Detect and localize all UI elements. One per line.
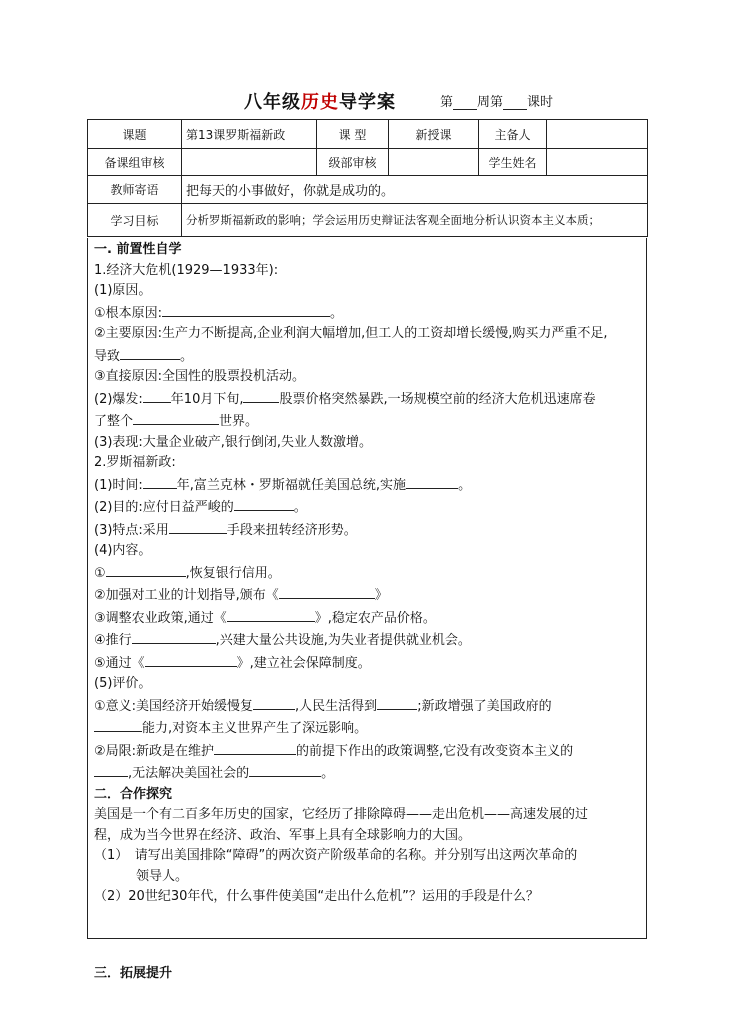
title-highlight: 历史: [301, 92, 339, 113]
table-row: [88, 204, 648, 237]
text-line: 2.罗斯福新政:: [94, 455, 176, 470]
text: 年10月下旬,: [170, 391, 244, 407]
text: ;新政增强了美国政府的: [417, 698, 552, 714]
week-text: 周第: [477, 95, 504, 110]
section-title: 三．拓展提升: [94, 965, 173, 981]
answer-blank[interactable]: [106, 562, 186, 577]
table-row: [88, 149, 648, 176]
text-line: (1)原因。: [94, 283, 152, 298]
text-line: [94, 652, 642, 675]
answer-space[interactable]: [94, 908, 642, 964]
text: ③调整农业政策,通过《: [94, 610, 227, 626]
teacher-message: 把每天的小事做好，你就是成功的。: [182, 176, 648, 204]
text: (1)时间:: [94, 477, 143, 493]
label-cell: 课题: [88, 120, 182, 149]
value-cell: 新授课: [389, 120, 479, 149]
text: ,无法解决美国社会的: [128, 766, 250, 781]
text: 。: [293, 500, 307, 515]
text: ①意义:美国经济开始缓慢复: [94, 698, 254, 714]
table-row: [88, 120, 648, 149]
answer-blank[interactable]: [143, 474, 177, 489]
text-line: 美国是一个有二百多年历史的国家，它经历了排除障碍——走出危机——高速发展的过: [94, 807, 589, 822]
question-line: （2）20世纪30年代，什么事件使美国“走出什么危机”？运用的手段是什么？: [94, 889, 539, 904]
text-line: [94, 584, 642, 607]
label-cell: 备课组审核: [88, 149, 182, 176]
text-line: [94, 496, 642, 519]
text: ①根本原因:: [94, 305, 163, 321]
text-line: [94, 302, 642, 325]
answer-blank[interactable]: [133, 410, 219, 425]
answer-blank[interactable]: [234, 496, 294, 511]
text-line: [94, 740, 642, 763]
text: 》,建立社会保障制度。: [236, 655, 371, 671]
text: 手段来扭转经济形势。: [226, 522, 357, 538]
week-text: 第: [440, 95, 454, 110]
text-line: ③直接原因:全国性的股票投机活动。: [94, 369, 306, 384]
text-line: [94, 345, 642, 368]
text: ①: [94, 565, 106, 581]
answer-blank[interactable]: [243, 388, 279, 403]
learning-goal: 分析罗斯福新政的影响；学会运用历史辩证法客观全面地分析认识资本主义本质；: [182, 204, 648, 237]
week-lesson-label: [440, 91, 553, 110]
text: 股票价格突然暴跌,一场规模空前的经济大危机迅速席卷: [279, 391, 596, 407]
text-line: [94, 762, 642, 785]
main-content-box: [87, 238, 647, 981]
answer-blank[interactable]: [162, 302, 330, 317]
label-cell: 课 型: [317, 120, 389, 149]
page-title: [244, 88, 396, 114]
answer-blank[interactable]: [94, 717, 142, 732]
answer-blank[interactable]: [132, 629, 216, 644]
text-line: (3)表现:大量企业破产,银行倒闭,失业人数激增。: [94, 434, 373, 450]
text: 了整个: [94, 414, 134, 429]
question-line: 领导人。: [136, 868, 189, 884]
lesson-blank: [503, 97, 527, 110]
answer-blank[interactable]: [143, 388, 171, 403]
text-line: [94, 388, 642, 411]
text: (2)爆发:: [94, 391, 143, 407]
text-line: [94, 410, 642, 433]
answer-blank[interactable]: [377, 695, 417, 710]
text: 能力,对资本主义世界产生了深远影响。: [142, 721, 368, 736]
text: 年,富兰克林・罗斯福就任美国总统,实施: [176, 477, 407, 493]
text: 世界。: [219, 414, 259, 429]
text: 。: [321, 766, 335, 781]
value-cell[interactable]: [182, 149, 317, 176]
text: 。: [458, 477, 472, 493]
text: 》,稳定农产品价格。: [314, 610, 436, 626]
text-line: (5)评价。: [94, 676, 152, 691]
answer-blank[interactable]: [169, 519, 227, 534]
label-cell: 级部审核: [317, 149, 389, 176]
text: ④推行: [94, 633, 132, 648]
text: 导致: [94, 348, 121, 364]
text-line: [94, 607, 642, 630]
answer-blank[interactable]: [145, 652, 237, 667]
text-line: [94, 717, 642, 740]
text: (3)特点:采用: [94, 522, 169, 538]
value-cell: 第13课罗斯福新政: [182, 120, 317, 149]
text-line: 1.经济大危机(1929—1933年):: [94, 262, 279, 278]
text: ⑤通过《: [94, 655, 145, 671]
text: 。: [180, 348, 194, 364]
worksheet-content: [94, 240, 642, 984]
label-cell: 学生姓名: [479, 149, 547, 176]
answer-blank[interactable]: [120, 345, 180, 360]
text-line: 程，成为当今世界在经济、政治、军事上具有全球影响力的大国。: [94, 827, 472, 843]
text: ,人民生活得到: [295, 698, 378, 714]
answer-blank[interactable]: [94, 762, 128, 777]
text: ,兴建大量公共设施,为失业者提供就业机会。: [215, 633, 471, 648]
text-line: [94, 519, 642, 542]
answer-blank[interactable]: [279, 584, 375, 599]
text: ②局限:新政是在维护: [94, 743, 215, 759]
value-cell[interactable]: [389, 149, 479, 176]
label-cell: 学习目标: [88, 204, 182, 237]
answer-blank[interactable]: [406, 474, 458, 489]
question-line: （1） 请写出美国排除“障碍”的两次资产阶级革命的名称。并分别写出这两次革命的: [94, 848, 578, 863]
text-line: [94, 695, 642, 718]
week-text: 课时: [527, 95, 554, 110]
value-cell[interactable]: [547, 120, 648, 149]
label-cell: 主备人: [479, 120, 547, 149]
text: ,恢复银行信用。: [185, 565, 281, 581]
page-header: [0, 88, 744, 112]
info-table: [87, 119, 648, 237]
text: 》: [374, 588, 388, 603]
text: 。: [330, 305, 344, 321]
table-row: [88, 176, 648, 204]
section-title: 二．合作探究: [94, 786, 173, 802]
value-cell[interactable]: [547, 149, 648, 176]
title-part: 导学案: [339, 92, 396, 113]
answer-blank[interactable]: [227, 607, 315, 622]
answer-blank[interactable]: [214, 740, 296, 755]
section-title: 一. 前置性自学: [94, 242, 182, 257]
text: 的前提下作出的政策调整,它没有改变资本主义的: [296, 743, 574, 759]
answer-blank[interactable]: [249, 762, 321, 777]
label-cell: 教师寄语: [88, 176, 182, 204]
text: (2)目的:应付日益严峻的: [94, 500, 234, 515]
text-line: [94, 562, 642, 585]
text-line: [94, 629, 642, 652]
text-line: [94, 474, 642, 497]
week-blank: [453, 97, 477, 110]
text: ②加强对工业的计划指导,颁布《: [94, 588, 279, 603]
title-part: 八年级: [244, 92, 301, 113]
text-line: ②主要原因:生产力不断提高,企业利润大幅增加,但工人的工资却增长缓慢,购买力严重不足,: [94, 326, 608, 341]
text-line: (4)内容。: [94, 543, 152, 558]
answer-blank[interactable]: [253, 695, 295, 710]
